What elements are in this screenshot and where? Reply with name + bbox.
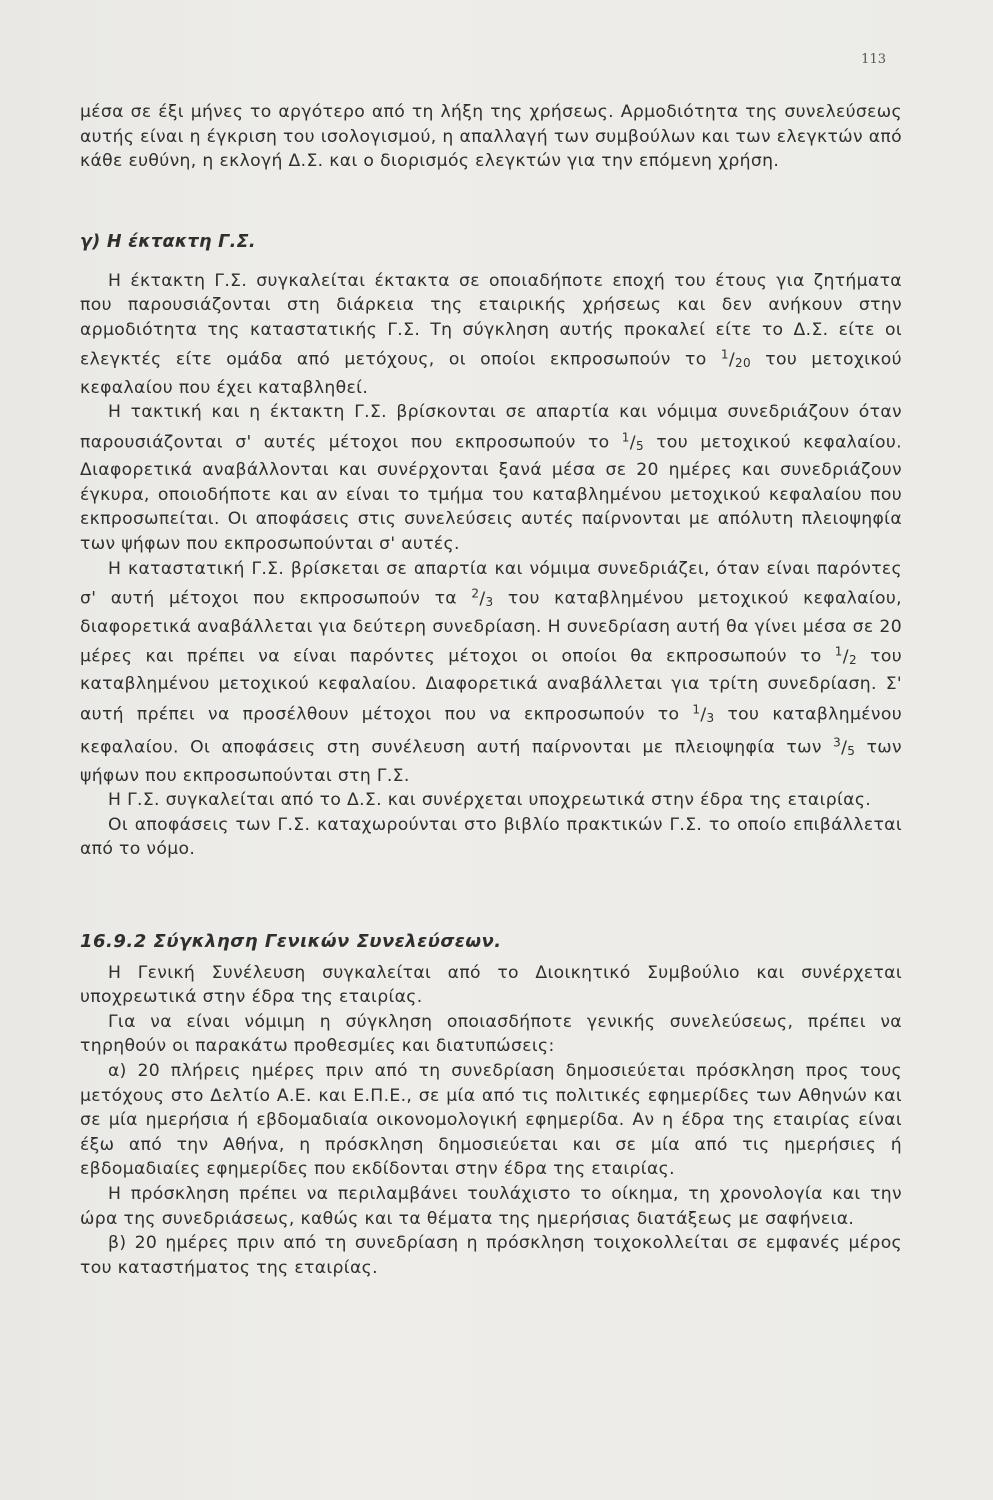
- fraction: $^2$/3: [471, 586, 494, 609]
- text-span: Η καταστατική Γ.Σ. βρίσκεται σε απαρτία και νόμιμα συνεδριάζει, όταν είναι παρόντες σ' αυτή μέτοχοι που εκπροσωπούν τα: [80, 558, 902, 609]
- paragraph-legal-requirements: Για να είναι νόμιμη η σύγκληση οποιασδήποτε γενικής συνελεύσεως, πρέπει να τηρηθούν οι παρακάτω προθεσμίες και διατυπώσεις:: [80, 1011, 902, 1057]
- intro-block: [80, 100, 902, 174]
- fraction: $^1$/20: [720, 347, 751, 371]
- subsection-heading: γ) Η έκτακτη Γ.Σ.: [80, 232, 256, 252]
- paragraph-minutes-book: Οι αποφάσεις των Γ.Σ. καταχωρούνται στο βιβλίο πρακτικών Γ.Σ. το οποίο επιβάλλεται από το νόμο.: [80, 814, 902, 860]
- list-item-beta: β) 20 ημέρες πριν από τη συνεδρίαση η πρόσκληση τοιχοκολλείται σε εμφανές μέρος του καταστήματος της εταιρίας.: [80, 1233, 902, 1278]
- list-item-alpha: α) 20 πλήρεις ημέρες πριν από τη συνεδρίαση δημοσιεύεται πρόσκληση προς τους μετόχους στο Δελτίο Α.Ε. και Ε.Π.Ε., σε μία από τις πολιτικές εφημερίδες των Αθηνών και σε μία ημερήσια ή εβδομαδιαία οικονομολογική εφημερίδα. Αν η έδρα της εταιρίας είναι έξω από την Αθήνα, η πρόσκληση δημοσιεύεται και σε μία από τις ημερήσιες ή εβδομαδιαίες εφημερίδες που εκδίδονται στην έδρα της εταιρίας.: [80, 1060, 902, 1180]
- paragraph-general-assembly: Η Γενική Συνέλευση συγκαλείται από το Διοικητικό Συμβούλιο και συνέρχεται υποχρεωτικά στην έδρα της εταιρίας.: [80, 962, 902, 1008]
- fraction: $^1$/2: [834, 644, 857, 667]
- extraordinary-gm-section: [80, 230, 902, 862]
- paragraph-invitation-content: Η πρόσκληση πρέπει να περιλαμβάνει τουλάχιστο το οίκημα, τη χρονολογία και την ώρα της συνεδριάσεως, καθώς και τα θέματα της ημερήσιας διατάξεως με σαφήνεια.: [80, 1183, 902, 1229]
- convocation-section: [80, 930, 902, 1280]
- paragraph-extraordinary-gm: [80, 269, 902, 401]
- text-span: Η έκτακτη Γ.Σ. συγκαλείται έκτακτα σε οποιαδήποτε εποχή του έτους για ζητήματα που παρουσιάζονται στη διάρκεια της εταιρικής χρήσεως και δεν ανήκουν στην αρμοδιότητα της καταστατικής Γ.Σ. Τη σύγκληση αυτής προκαλεί είτε το Δ.Σ. είτε οι ελεγκτές είτε ομάδα από μετόχους, οι οποίοι εκπροσωπούν το: [80, 270, 902, 371]
- fraction: $^1$/5: [621, 429, 644, 453]
- paragraph-convened-by-board: Η Γ.Σ. συγκαλείται από το Δ.Σ. και συνέρχεται υποχρεωτικά στην έδρα της εταιρίας.: [108, 790, 872, 811]
- text-span: των ψήφων που εκπροσωπούνται στη Γ.Σ.: [80, 738, 902, 786]
- text-span: του καταβλημένου μετοχικού κεφαλαίου. Διαφορετικά αναβάλλεται για τρίτη συνεδρίαση. Σ' αυτή πρέπει να προσέλθουν μέτοχοι που να εκπροσωπούν το: [80, 646, 902, 725]
- fraction: $^3$/5: [833, 735, 856, 759]
- page-number: 113: [861, 52, 886, 67]
- fraction: $^1$/3: [692, 702, 715, 725]
- text-span: του μετοχικού κεφαλαίου. Διαφορετικά αναβάλλονται και συνέρχονται ξανά μέσα σε 20 ημέρες και συνεδριάζουν έγκυρα, οποιοδήποτε και αν είναι το τμήμα του καταβλημένου μετοχικού κεφαλαίου που εκπροσωπείται. Οι αποφάσεις στις συνελεύσεις αυτές παίρνονται με απόλυτη πλειοψηφία των ψήφων που εκπροσωπούνται σ' αυτές.: [80, 432, 902, 554]
- intro-paragraph: μέσα σε έξι μήνες το αργότερο από τη λήξη της χρήσεως. Αρμοδιότητα της συνελεύσεως αυτής είναι η έγκριση του ισολογισμού, η απαλλαγή των συμβούλων και των ελεγκτών από κάθε ευθύνη, η εκλογή Δ.Σ. και ο διορισμός ελεγκτών για την επόμενη χρήση.: [80, 102, 902, 172]
- text-span: του καταβλημένου κεφαλαίου. Οι αποφάσεις στη συνέλευση αυτή παίρνονται με πλειοψηφία των: [80, 704, 902, 759]
- text-span: του καταβλημένου μετοχικού κεφαλαίου, διαφορετικά αναβάλλεται για δεύτερη συνεδρίαση. Η συνεδρίαση αυτή θα γίνει μέσα σε 20 μέρες και πρέπει να είναι παρόντες μέτοχοι οι οποίοι θα εκπροσωπούν το: [80, 588, 902, 667]
- paragraph-quorum: [80, 400, 902, 556]
- text-span: του μετοχικού κεφαλαίου που έχει καταβληθεί.: [80, 350, 902, 398]
- paragraph-statutory-gm: [80, 557, 902, 789]
- section-heading: 16.9.2 Σύγκληση Γενικών Συνελεύσεων.: [80, 931, 502, 952]
- text-span: Η τακτική και η έκτακτη Γ.Σ. βρίσκονται σε απαρτία και νόμιμα συνεδριάζουν όταν παρουσιάζονται σ' αυτές μέτοχοι που εκπροσωπούν το: [80, 402, 902, 453]
